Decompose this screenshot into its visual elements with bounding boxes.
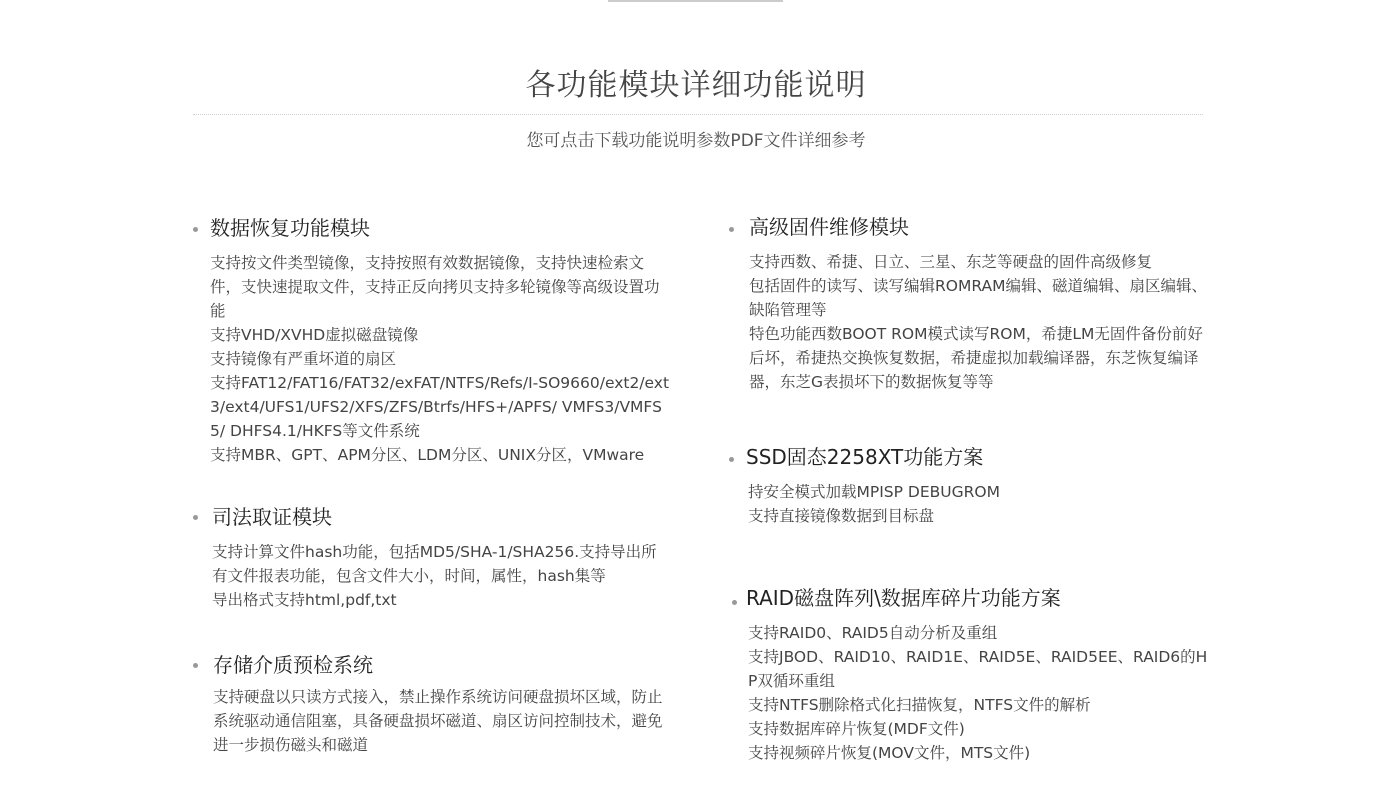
module-title: 司法取证模块 [212,505,332,529]
title-divider [193,114,1203,115]
module-data-recovery [210,214,672,467]
module-forensics [212,503,668,612]
module-title: 数据恢复功能模块 [210,216,370,240]
bullet-icon [193,515,198,520]
module-ssd [746,443,1208,528]
description-line: 支持NTFS删除格式化扫描恢复，NTFS文件的解析 [748,696,1091,714]
description-line: 支持VHD/XVHD虚拟磁盘镜像 [210,326,419,344]
description-line: 支持FAT12/FAT16/FAT32/exFAT/NTFS/Refs/I-SO9660/ext2/ext3/ext4/UFS1/UFS2/XFS/ZFS/Btrfs/HFS+/APFS/ VMFS3/VMFS5/ DHFS4.1/HKFS等文件系统 [210,374,670,440]
description-line: 包括固件的读写、读写编辑ROMRAM编辑、磁道编辑、扇区编辑、缺陷管理等 [749,277,1207,319]
description-line: 支持JBOD、RAID10、RAID1E、RAID5E、RAID5EE、RAID6的HP双循环重组 [748,648,1208,690]
description-line: 导出格式支持html,pdf,txt [212,591,397,609]
bullet-icon [193,663,198,668]
module-heading [212,503,668,531]
top-decorative-bar [608,0,783,2]
module-description [212,540,668,612]
module-heading [746,584,1208,612]
bullet-icon [193,227,198,232]
description-line: 特色功能西数BOOT ROM模式读写ROM，希捷LM无固件备份前好后坏，希捷热交换恢复数据，希捷虚拟加载编译器，东芝恢复编译器，东芝G表损坏下的数据恢复等等 [749,325,1203,391]
module-title: 高级固件维修模块 [749,215,909,239]
description-line: 支持镜像有严重坏道的扇区 [210,350,397,368]
page-title: 各功能模块详细功能说明 [525,68,867,103]
module-storage-precheck [213,651,669,757]
module-title: 存储介质预检系统 [213,653,373,677]
description-line: 支持硬盘以只读方式接入，禁止操作系统访问硬盘损坏区域，防止系统驱动通信阻塞，具备硬盘损坏磁道、扇区访问控制技术，避免进一步损伤磁头和磁道 [213,688,663,754]
module-heading [749,213,1211,241]
module-description [749,250,1211,394]
module-heading [210,214,672,242]
description-line: 支持西数、希捷、日立、三星、东芝等硬盘的固件高级修复 [749,253,1153,271]
bullet-icon [729,457,734,462]
description-line: 支持直接镜像数据到目标盘 [748,507,935,525]
description-line: 持安全模式加载MPISP DEBUGROM [748,483,1000,501]
module-title: SSD固态2258XT功能方案 [746,445,984,469]
module-description [213,685,669,757]
description-line: 支持数据库碎片恢复(MDF文件) [748,720,965,738]
module-heading [746,443,1208,471]
module-firmware-repair [749,213,1211,394]
bullet-icon [729,227,734,232]
module-description [748,480,1208,528]
module-heading [213,651,669,679]
description-line: 支持RAID0、RAID5自动分析及重组 [748,624,998,642]
module-description [210,251,672,467]
description-line: 支持MBR、GPT、APM分区、LDM分区、UNIX分区，VMware [210,446,645,464]
module-title: RAID磁盘阵列\数据库碎片功能方案 [746,586,1061,610]
bullet-icon [732,600,737,605]
module-description [748,621,1208,765]
module-raid [746,584,1208,765]
description-line: 支持按文件类型镜像，支持按照有效数据镜像，支持快速检索文件，支快速提取文件，支持正反向拷贝支持多轮镜像等高级设置功能 [210,254,660,320]
description-line: 支持视频碎片恢复(MOV文件，MTS文件) [748,744,1031,762]
description-line: 支持计算文件hash功能，包括MD5/SHA-1/SHA256.支持导出所有文件报表功能，包含文件大小，时间，属性，hash集等 [212,543,657,585]
download-hint-link[interactable]: 您可点击下载功能说明参数PDF文件详细参考 [526,131,866,151]
